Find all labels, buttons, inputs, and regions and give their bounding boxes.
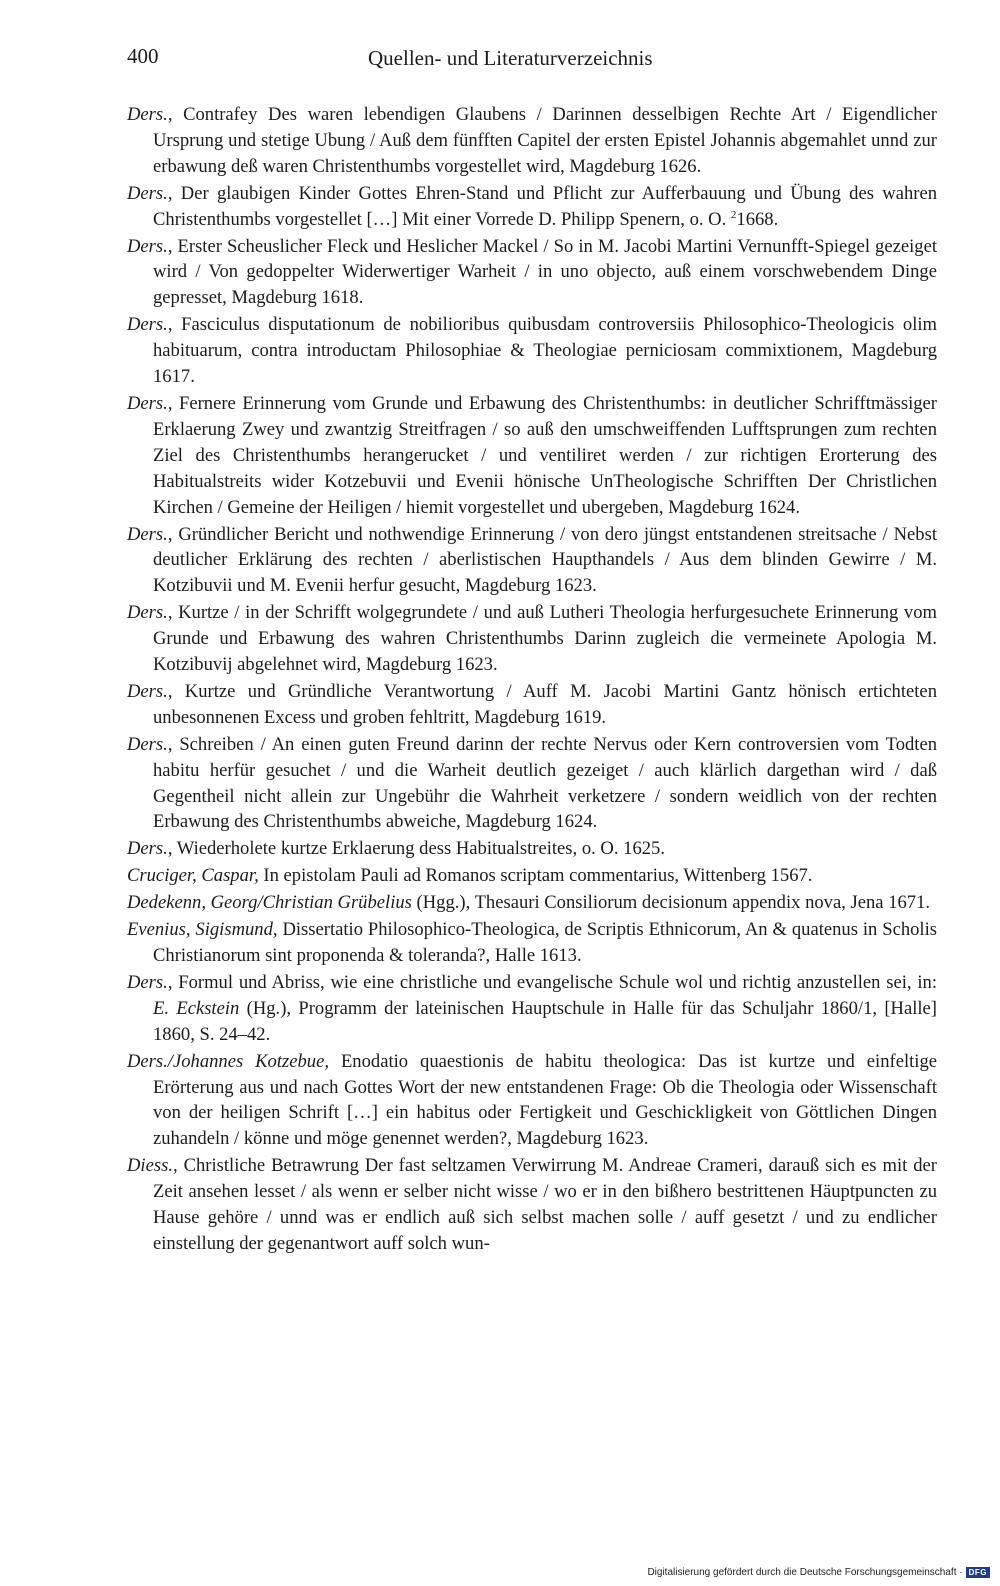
entry-author: Ders.	[127, 235, 168, 257]
entry-text: , Fasciculus disputationum de nobilioribus quibusdam controversiis Philosophico-Theologicis olim habituarum, contra introductam Philosophiae & Theologiae perniciosam commixtionem, Magdeburg 1617.	[153, 314, 937, 388]
bibliography-entry	[127, 391, 937, 521]
bibliography-entry	[127, 917, 937, 969]
entry-author: Ders.	[127, 602, 168, 624]
bibliography-entry	[127, 522, 937, 600]
entry-text: , Wiederholete kurtze Erklaerung dess Habitualstreites, o. O. 1625.	[167, 838, 665, 860]
entry-text: (Hgg.), Thesauri Consiliorum decisionum appendix nova, Jena 1671.	[411, 892, 931, 914]
entry-author: Ders.	[127, 733, 168, 755]
bibliography-entry	[127, 970, 937, 1048]
entry-text: Dissertatio Philosophico-Theologica, de Scriptis Ethnicorum, An & quatenus in Scholis Christianorum sint proponenda & toleranda?, Halle 1613.	[153, 919, 937, 966]
funding-note: Digitalisierung gefördert durch die Deutsche Forschungsgemeinschaft ·	[647, 1567, 963, 1578]
bibliography-entry	[127, 1049, 937, 1153]
entry-author: Evenius, Sigismund,	[127, 919, 278, 941]
entry-text-after: (Hg.), Programm der lateinischen Hauptschule in Halle für das Schuljahr 1860/1, [Halle] 1860, S. 24–42.	[153, 997, 937, 1045]
running-title: Quellen- und Literaturverzeichnis	[368, 46, 653, 70]
entry-author: Dedekenn, Georg/Christian Grübelius	[127, 892, 412, 914]
entry-author: Ders./Johannes Kotzebue,	[127, 1050, 329, 1072]
bibliography-entry	[127, 600, 937, 678]
entry-text: , Christliche Betrawrung Der fast seltzamen Verwirrung M. Andreae Crameri, darauß sich es mit der Zeit ansehen lesset / als wenn er selber nicht wisse / wo er in den bißhero bestrittenen Häuptpuncten zu Hause gehöre / unnd was er endlich auß sich selbst machen solle / auff gesetzt / und zu endlicher einstellung der gegenantwort auff solch wun-	[153, 1155, 937, 1254]
editor-name: E. Eckstein	[153, 997, 240, 1019]
edition-superscript: 2	[730, 208, 737, 221]
entry-author: Ders.	[127, 971, 168, 993]
bibliography-entry	[127, 181, 937, 233]
entry-text: , Gründlicher Bericht und nothwendige Erinnerung / von dero jüngst entstandenen streitsache / Nebst deutlicher Erklärung des rechten / aberlistischen Haupthandels / Aus dem blinden Gewirre / M. Kotzibuvii und M. Evenii herfur gesucht, Magdeburg 1623.	[153, 523, 937, 597]
entry-text: , Formul und Abriss, wie eine christliche und evangelische Schule wol und richtig anzustellen sei, in:	[167, 971, 937, 993]
entry-author: Ders.	[127, 314, 168, 336]
entry-text: In epistolam Pauli ad Romanos scriptam commentarius, Wittenberg 1567.	[258, 865, 813, 887]
entry-author: Ders.	[127, 182, 168, 204]
digitization-footer	[647, 1567, 990, 1578]
bibliography-entry	[127, 732, 937, 836]
entry-author: Cruciger, Caspar,	[127, 865, 259, 887]
entry-author: Ders.	[127, 680, 168, 702]
bibliography-entry	[127, 102, 937, 180]
page-number: 400	[127, 44, 159, 68]
bibliography-list	[127, 102, 937, 1258]
entry-text: , Contrafey Des waren lebendigen Glaubens / Darinnen desselbigen Rechte Art / Eigendlicher Ursprung und stetige Ubung / Auß dem fünfften Capitel der ersten Epistel Johannis abgemahlet unnd zur erbawung deß waren Christenthumbs vorgestellet wird, Magdeburg 1626.	[153, 104, 937, 177]
entry-author: Diess.	[127, 1155, 173, 1177]
bibliography-entry	[127, 863, 937, 889]
bibliography-entry	[127, 890, 937, 916]
bibliography-entry	[127, 679, 937, 731]
entry-text: , Kurtze / in der Schrifft wolgegrundete / und auß Lutheri Theologia herfurgesuchete Erinnerung vom Grunde und Erbawung des wahren Christenthumbs Darinn zugleich die vermeinete Apologia M. Kotzibuvij abgelehnet wird, Magdeburg 1623.	[153, 602, 937, 676]
entry-author: Ders.	[127, 838, 168, 860]
entry-text: , Der glaubigen Kinder Gottes Ehren-Stand und Pflicht zur Aufferbauung und Übung des wahren Christenthumbs vorgestellet […] Mit einer Vorrede D. Philipp Spenern, o. O.	[153, 182, 937, 230]
bibliography-entry	[127, 836, 937, 862]
entry-text-after: 1668.	[736, 208, 779, 230]
bibliography-entry	[127, 234, 937, 312]
entry-author: Ders.	[127, 523, 168, 545]
dfg-logo: DFG	[966, 1567, 990, 1578]
entry-text: , Erster Scheuslicher Fleck und Heslicher Mackel / So in M. Jacobi Martini Vernunfft-Spiegel gezeiget wird / Von gedoppelter Widerwertiger Warheit / in uno objecto, auß einem vorschwebendem Dinge gepresset, Magdeburg 1618.	[153, 235, 937, 309]
entry-text: , Fernere Erinnerung vom Grunde und Erbawung des Christenthumbs: in deutlicher Schrifftmässiger Erklaerung Zwey und zwantzig Streitfragen / so auß den umschweiffenden Lufftsprungen zum rechten Ziel des Christenthumbs herangerucket / und ventiliret werden / zur richtigen Erorterung des Habitualstreits wider Kotzebuvii und Evenii hönische UnTheologische Schrifften Der Christlichen Kirchen / Gemeine der Heiligen / hiemit vorgestellet und ubergeben, Magdeburg 1624.	[153, 392, 937, 518]
bibliography-entry	[127, 1153, 937, 1257]
entry-text: , Schreiben / An einen guten Freund darinn der rechte Nervus oder Kern controversien vom Todten habitu herfür gesuchet / und die Warheit deutlich gezeiget / auch klärlich dargethan wird / daß Gegentheil nicht allein zur Ungebühr die Wahrheit verketzere / sondern weidlich von der rechten Erbawung des Christenthumbs abweiche, Magdeburg 1624.	[153, 733, 937, 833]
bibliography-entry	[127, 312, 937, 390]
entry-author: Ders.	[127, 104, 168, 125]
entry-text: , Kurtze und Gründliche Verantwortung / Auff M. Jacobi Martini Gantz hönisch ertichteten unbesonnenen Excess und groben fehltritt, Magdeburg 1619.	[153, 680, 937, 728]
entry-text: Enodatio quaestionis de habitu theologica: Das ist kurtze und einfeltige Erörterung aus und nach Gottes Wort der new entstandenen Frage: Ob die Theologia oder Wissenschaft von der heiligen Schrift […] ein habitus oder Fertigkeit und Geschickligkeit von Göttlichen Dingen zuhandeln / könne und möge genennet werden?, Magdeburg 1623.	[153, 1050, 937, 1150]
entry-author: Ders.	[127, 392, 168, 414]
